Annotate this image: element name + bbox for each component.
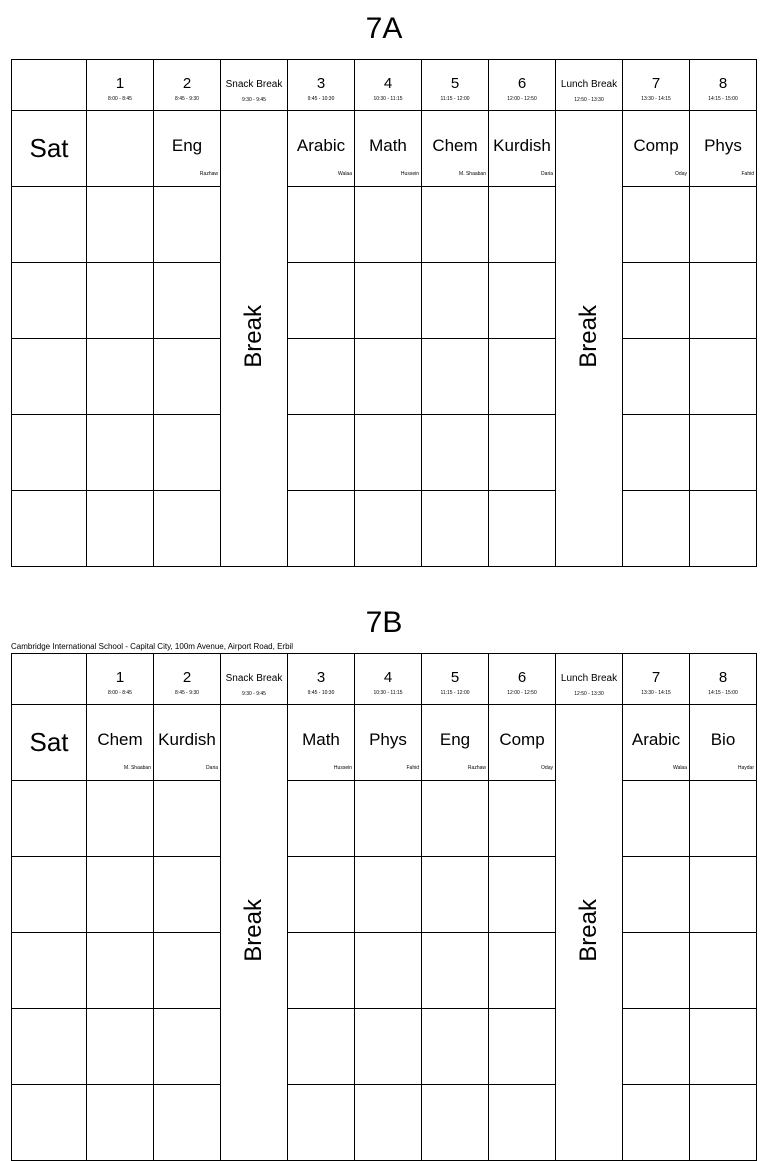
subject-name: Math	[369, 136, 407, 155]
empty-lesson-cell	[690, 857, 757, 933]
period-number: 1	[115, 669, 125, 686]
period-header-row	[12, 654, 757, 705]
empty-lesson-cell	[623, 187, 690, 263]
period-header-cell	[154, 654, 221, 705]
subject-name: Eng	[171, 136, 203, 155]
empty-lesson-cell	[355, 415, 422, 491]
period-header-cell	[355, 60, 422, 111]
empty-row	[12, 263, 757, 339]
period-time: 11:15 - 12:00	[440, 96, 470, 102]
empty-lesson-cell	[355, 187, 422, 263]
period-time: 13:30 - 14:15	[641, 96, 671, 102]
empty-lesson-cell	[690, 1085, 757, 1161]
lesson-cell	[489, 111, 556, 187]
empty-lesson-cell	[288, 187, 355, 263]
subject-name: Chem	[97, 730, 143, 749]
empty-lesson-cell	[489, 415, 556, 491]
empty-lesson-cell	[154, 857, 221, 933]
empty-day-cell	[12, 339, 87, 415]
empty-lesson-cell	[87, 491, 154, 567]
subject-name: Arabic	[296, 136, 346, 155]
empty-lesson-cell	[355, 339, 422, 415]
empty-lesson-cell	[690, 339, 757, 415]
empty-lesson-cell	[623, 339, 690, 415]
empty-day-cell	[12, 933, 87, 1009]
empty-day-cell	[12, 187, 87, 263]
period-header-cell	[623, 654, 690, 705]
corner-cell	[12, 60, 87, 111]
break-time: 9:30 - 9:45	[242, 97, 266, 103]
empty-lesson-cell	[288, 339, 355, 415]
subject-name: Chem	[432, 136, 478, 155]
period-time: 12:00 - 12:50	[507, 96, 537, 102]
break-header-cell	[221, 654, 288, 705]
period-time: 12:00 - 12:50	[507, 690, 537, 696]
empty-lesson-cell	[422, 339, 489, 415]
empty-lesson-cell	[623, 933, 690, 1009]
break-time: 12:50 - 13:30	[574, 97, 604, 103]
teacher-name: Hussein	[333, 765, 352, 771]
empty-lesson-cell	[690, 415, 757, 491]
break-header-cell	[221, 60, 288, 111]
period-number: 1	[115, 75, 125, 92]
empty-lesson-cell	[87, 263, 154, 339]
break-time: 12:50 - 13:30	[574, 691, 604, 697]
period-time: 11:15 - 12:00	[440, 690, 470, 696]
empty-lesson-cell	[489, 187, 556, 263]
empty-lesson-cell	[623, 415, 690, 491]
day-row	[12, 111, 757, 187]
lesson-cell	[690, 705, 757, 781]
empty-day-cell	[12, 263, 87, 339]
empty-lesson-cell	[422, 187, 489, 263]
period-header-cell	[690, 654, 757, 705]
break-label: Break	[575, 898, 602, 962]
school-address: Cambridge International School - Capital City, 100m Avenue, Airport Road, Erbil	[11, 642, 294, 651]
period-number: 8	[718, 75, 728, 92]
teacher-name: Razhaw	[199, 171, 218, 177]
period-number: 4	[383, 75, 393, 92]
break-column	[221, 705, 288, 1161]
empty-lesson-cell	[87, 339, 154, 415]
empty-lesson-cell	[489, 339, 556, 415]
empty-lesson-cell	[154, 263, 221, 339]
period-number: 5	[450, 75, 460, 92]
lesson-cell	[87, 111, 154, 187]
teacher-name: Oday	[541, 765, 553, 771]
break-column	[221, 111, 288, 567]
lesson-cell	[288, 111, 355, 187]
teacher-name: Hussein	[400, 171, 419, 177]
teacher-name: Daria	[206, 765, 218, 771]
teacher-name: Oday	[675, 171, 687, 177]
lesson-cell	[623, 111, 690, 187]
empty-lesson-cell	[489, 933, 556, 1009]
empty-day-cell	[12, 781, 87, 857]
break-name: Snack Break	[225, 673, 283, 684]
empty-lesson-cell	[422, 491, 489, 567]
period-header-cell	[87, 654, 154, 705]
period-time: 14:15 - 15:00	[708, 690, 738, 696]
period-header-cell	[288, 654, 355, 705]
empty-lesson-cell	[690, 1009, 757, 1085]
period-number: 2	[182, 669, 192, 686]
break-name: Snack Break	[225, 79, 283, 90]
period-number: 7	[651, 669, 661, 686]
period-header-cell	[489, 60, 556, 111]
empty-lesson-cell	[288, 491, 355, 567]
empty-lesson-cell	[154, 933, 221, 1009]
empty-day-cell	[12, 857, 87, 933]
empty-lesson-cell	[288, 857, 355, 933]
lesson-cell	[87, 705, 154, 781]
subject-name: Comp	[633, 136, 679, 155]
teacher-name: Haydar	[737, 765, 754, 771]
empty-row	[12, 857, 757, 933]
empty-lesson-cell	[690, 781, 757, 857]
break-name: Lunch Break	[560, 673, 618, 684]
teacher-name: Fahid	[406, 765, 419, 771]
period-header-cell	[154, 60, 221, 111]
empty-lesson-cell	[87, 1085, 154, 1161]
empty-lesson-cell	[355, 857, 422, 933]
period-header-cell	[422, 654, 489, 705]
timetable-7a-title: 7A	[365, 12, 403, 45]
empty-lesson-cell	[422, 781, 489, 857]
empty-lesson-cell	[87, 857, 154, 933]
empty-lesson-cell	[154, 491, 221, 567]
break-header-cell	[556, 654, 623, 705]
subject-name: Eng	[439, 730, 471, 749]
lesson-cell	[288, 705, 355, 781]
empty-lesson-cell	[355, 491, 422, 567]
empty-lesson-cell	[288, 781, 355, 857]
empty-lesson-cell	[422, 1009, 489, 1085]
corner-cell	[12, 654, 87, 705]
lesson-cell	[154, 111, 221, 187]
period-header-cell	[422, 60, 489, 111]
break-time: 9:30 - 9:45	[242, 691, 266, 697]
teacher-name: M. Shaaban	[459, 171, 486, 177]
timetable-7b-title: 7B	[365, 606, 403, 639]
subject-name: Math	[302, 730, 340, 749]
empty-lesson-cell	[690, 933, 757, 1009]
empty-lesson-cell	[87, 415, 154, 491]
empty-lesson-cell	[355, 263, 422, 339]
empty-lesson-cell	[623, 491, 690, 567]
period-header-cell	[87, 60, 154, 111]
empty-lesson-cell	[623, 1009, 690, 1085]
empty-lesson-cell	[355, 781, 422, 857]
teacher-name: Fahid	[741, 171, 754, 177]
period-number: 2	[182, 75, 192, 92]
empty-day-cell	[12, 1085, 87, 1161]
empty-row	[12, 1009, 757, 1085]
break-column	[556, 111, 623, 567]
break-label: Break	[575, 304, 602, 368]
break-header-cell	[556, 60, 623, 111]
empty-lesson-cell	[355, 1009, 422, 1085]
break-column	[556, 705, 623, 1161]
empty-lesson-cell	[623, 781, 690, 857]
teacher-name: Razhaw	[467, 765, 486, 771]
timetable-7a	[11, 59, 757, 567]
lesson-cell	[690, 111, 757, 187]
period-time: 9:45 - 10:30	[307, 96, 335, 102]
empty-lesson-cell	[288, 933, 355, 1009]
subject-name: Arabic	[631, 730, 681, 749]
period-header-cell	[355, 654, 422, 705]
empty-lesson-cell	[154, 187, 221, 263]
period-time: 8:45 - 9:30	[175, 96, 199, 102]
period-header-cell	[623, 60, 690, 111]
period-number: 4	[383, 669, 393, 686]
lesson-cell	[154, 705, 221, 781]
period-number: 6	[517, 75, 527, 92]
break-label: Break	[240, 304, 267, 368]
empty-lesson-cell	[489, 1009, 556, 1085]
empty-lesson-cell	[422, 933, 489, 1009]
break-label: Break	[240, 898, 267, 962]
empty-lesson-cell	[690, 187, 757, 263]
period-number: 3	[316, 75, 326, 92]
period-time: 13:30 - 14:15	[641, 690, 671, 696]
empty-lesson-cell	[422, 415, 489, 491]
teacher-name: Daria	[541, 171, 553, 177]
period-time: 8:45 - 9:30	[175, 690, 199, 696]
subject-name: Comp	[499, 730, 545, 749]
period-time: 8:00 - 8:45	[108, 690, 132, 696]
empty-day-cell	[12, 491, 87, 567]
timetable-7b	[11, 653, 757, 1161]
lesson-cell	[489, 705, 556, 781]
lesson-cell	[355, 111, 422, 187]
empty-lesson-cell	[489, 781, 556, 857]
day-label: Sat	[12, 111, 87, 187]
period-time: 10:30 - 11:15	[373, 690, 403, 696]
empty-day-cell	[12, 415, 87, 491]
empty-row	[12, 933, 757, 1009]
empty-row	[12, 491, 757, 567]
lesson-cell	[422, 705, 489, 781]
empty-lesson-cell	[489, 491, 556, 567]
empty-lesson-cell	[355, 933, 422, 1009]
empty-lesson-cell	[288, 1085, 355, 1161]
empty-lesson-cell	[154, 339, 221, 415]
teacher-name: M. Shaaban	[124, 765, 151, 771]
empty-lesson-cell	[690, 491, 757, 567]
empty-lesson-cell	[154, 1085, 221, 1161]
empty-lesson-cell	[422, 857, 489, 933]
empty-lesson-cell	[87, 1009, 154, 1085]
empty-row	[12, 415, 757, 491]
empty-lesson-cell	[690, 263, 757, 339]
period-number: 5	[450, 669, 460, 686]
empty-day-cell	[12, 1009, 87, 1085]
teacher-name: Walaa	[673, 765, 687, 771]
day-row	[12, 705, 757, 781]
period-number: 8	[718, 669, 728, 686]
lesson-cell	[422, 111, 489, 187]
empty-lesson-cell	[422, 1085, 489, 1161]
empty-lesson-cell	[489, 1085, 556, 1161]
period-header-row	[12, 60, 757, 111]
period-header-cell	[489, 654, 556, 705]
teacher-name: Walaa	[338, 171, 352, 177]
empty-lesson-cell	[87, 933, 154, 1009]
period-time: 14:15 - 15:00	[708, 96, 738, 102]
empty-lesson-cell	[288, 263, 355, 339]
subject-name: Phys	[704, 136, 742, 155]
day-label: Sat	[12, 705, 87, 781]
empty-lesson-cell	[87, 187, 154, 263]
empty-lesson-cell	[154, 415, 221, 491]
empty-lesson-cell	[288, 1009, 355, 1085]
period-header-cell	[690, 60, 757, 111]
period-time: 10:30 - 11:15	[373, 96, 403, 102]
period-number: 6	[517, 669, 527, 686]
lesson-cell	[355, 705, 422, 781]
empty-lesson-cell	[154, 1009, 221, 1085]
empty-lesson-cell	[422, 263, 489, 339]
empty-row	[12, 187, 757, 263]
empty-lesson-cell	[154, 781, 221, 857]
empty-lesson-cell	[623, 263, 690, 339]
empty-lesson-cell	[489, 857, 556, 933]
empty-row	[12, 781, 757, 857]
period-header-cell	[288, 60, 355, 111]
subject-name: Kurdish	[493, 136, 551, 155]
empty-lesson-cell	[288, 415, 355, 491]
empty-lesson-cell	[489, 263, 556, 339]
period-time: 8:00 - 8:45	[108, 96, 132, 102]
period-time: 9:45 - 10:30	[307, 690, 335, 696]
empty-row	[12, 339, 757, 415]
lesson-cell	[623, 705, 690, 781]
period-number: 3	[316, 669, 326, 686]
empty-row	[12, 1085, 757, 1161]
empty-lesson-cell	[355, 1085, 422, 1161]
break-name: Lunch Break	[560, 79, 618, 90]
subject-name: Phys	[369, 730, 407, 749]
period-number: 7	[651, 75, 661, 92]
subject-name: Bio	[710, 730, 736, 749]
empty-lesson-cell	[87, 781, 154, 857]
empty-lesson-cell	[623, 857, 690, 933]
subject-name: Kurdish	[158, 730, 216, 749]
empty-lesson-cell	[623, 1085, 690, 1161]
